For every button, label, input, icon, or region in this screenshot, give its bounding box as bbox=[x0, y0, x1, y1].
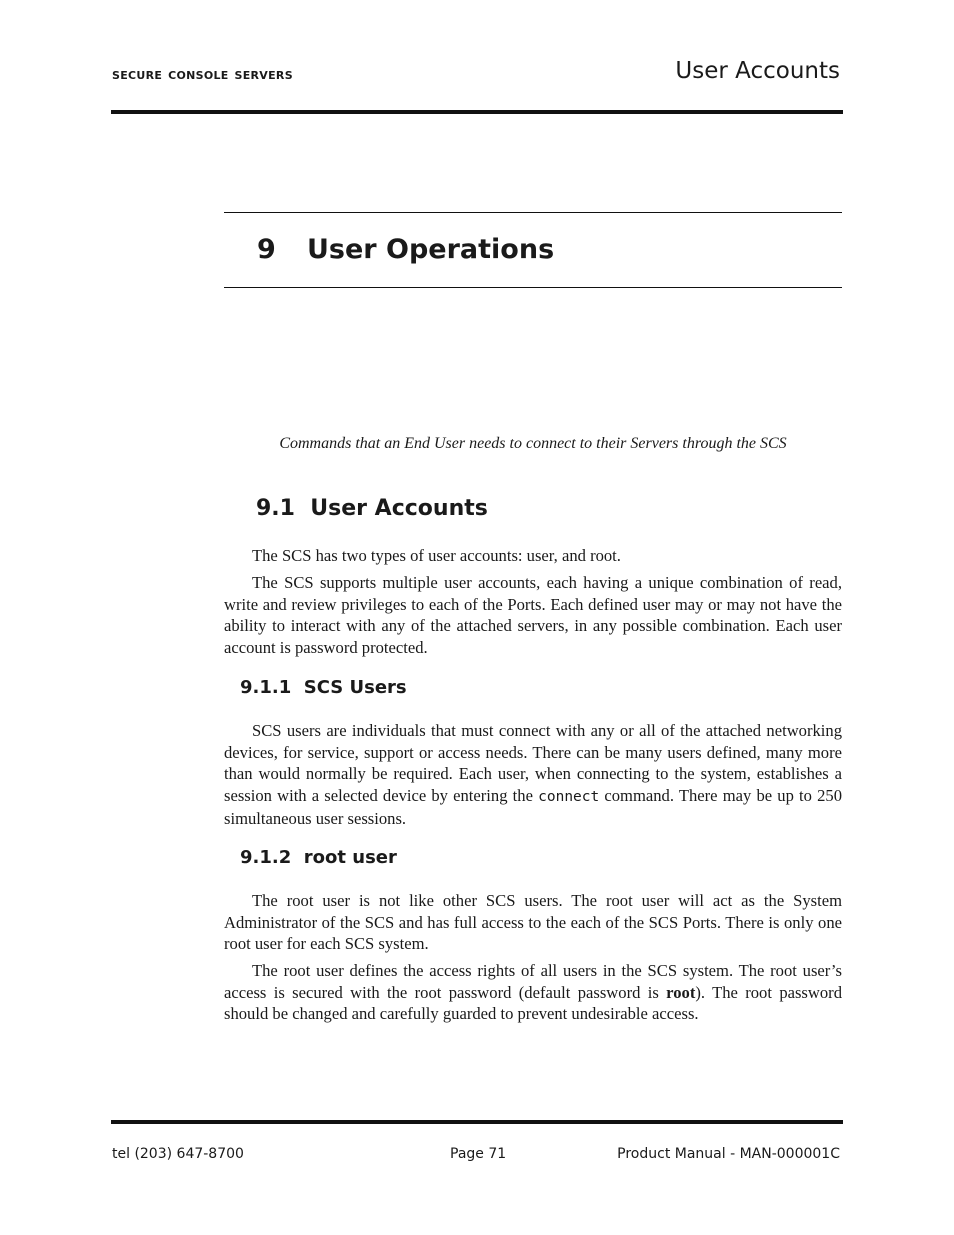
chapter-number: 9 bbox=[257, 234, 276, 265]
section-heading-9-1: 9.1 User Accounts bbox=[256, 496, 488, 521]
default-password: root bbox=[666, 982, 696, 1002]
paragraph-root-user: The root user is not like other SCS users. The root user will act as the System Administrator of the SCS and has full access to the each of the SCS Ports. There is only one root user for each SCS system. bbox=[224, 891, 842, 953]
running-header-title: secure console servers bbox=[112, 64, 293, 83]
scs-users-text-end: command. There may be up to 250 simultaneous user sessions. bbox=[224, 785, 842, 828]
connect-command: connect bbox=[538, 788, 600, 805]
footer-page-number: Page 71 bbox=[450, 1146, 507, 1162]
footer-manual-id: Product Manual - MAN-000001C bbox=[617, 1146, 840, 1162]
footer-phone: tel (203) 647-8700 bbox=[112, 1146, 244, 1162]
footer-divider bbox=[111, 1120, 843, 1124]
paragraph-multiple-accounts: The SCS supports multiple user accounts, each having a unique combination of read, write and review privileges to each of the Ports. Each defined user may or may not have the ability to interact with any of the attached servers, in any possible combination. Each user account is password protected. bbox=[224, 573, 842, 657]
chapter-subtitle: Commands that an End User needs to connect to their Servers through the SCS bbox=[279, 435, 787, 452]
chapter-heading bbox=[257, 234, 554, 265]
header-divider bbox=[111, 110, 843, 114]
paragraph-scs-users bbox=[224, 720, 842, 830]
chapter-rule-bottom bbox=[224, 287, 842, 288]
chapter-title: User Operations bbox=[307, 234, 555, 265]
root-rights-text: The root user defines the access rights of all users in the SCS system. The root user’s access is secured with the root password (default password is bbox=[224, 961, 842, 1002]
running-header-section: User Accounts bbox=[675, 58, 840, 84]
chapter-rule-top bbox=[224, 212, 842, 213]
section-heading-9-1-1: 9.1.1 SCS Users bbox=[240, 677, 407, 698]
scs-users-text: SCS users are individuals that must connect with any or all of the attached networking devices, for service, support or access needs. There can be many users defined, many more than would normally be required. Each user, when connecting to the system, establishes a session with a selected device by entering the bbox=[224, 721, 842, 805]
root-rights-text-end: ). The root password should be changed and carefully guarded to prevent undesirable access. bbox=[224, 982, 842, 1023]
section-heading-9-1-2: 9.1.2 root user bbox=[240, 847, 397, 868]
paragraph-root-rights bbox=[224, 960, 842, 1025]
paragraph-account-types: The SCS has two types of user accounts: user, and root. bbox=[252, 546, 621, 565]
